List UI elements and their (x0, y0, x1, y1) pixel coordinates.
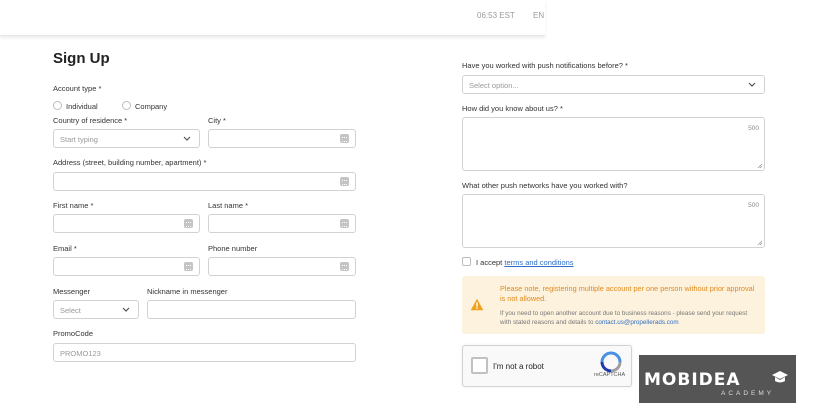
warning-notice (462, 276, 765, 334)
radio-individual-label: Individual (66, 102, 98, 111)
terms-checkbox[interactable] (462, 257, 471, 266)
terms-prefix: I accept (476, 258, 505, 267)
how-know-label: How did you know about us? * (462, 104, 563, 113)
keyboard-icon (184, 219, 193, 228)
country-label: Country of residence * (53, 116, 128, 125)
address-label: Address (street, building number, apartment) * (53, 158, 207, 167)
other-networks-label: What other push networks have you worked with? (462, 181, 628, 190)
keyboard-icon (340, 177, 349, 186)
first-name-input[interactable] (53, 214, 200, 233)
nickname-input[interactable] (147, 300, 356, 319)
page-title: Sign Up (53, 50, 110, 67)
phone-input[interactable] (208, 257, 356, 276)
address-input[interactable] (53, 172, 356, 191)
radio-company-label: Company (135, 102, 168, 111)
phone-label: Phone number (208, 244, 258, 253)
resize-grip-icon[interactable] (757, 163, 763, 169)
push-before-label: Have you worked with push notifications before? * (462, 61, 628, 70)
terms-link[interactable]: terms and conditions (504, 258, 574, 267)
char-counter: 500 (748, 125, 759, 132)
email-input[interactable] (53, 257, 200, 276)
notice-main-text: Please note, registering multiple account per one person without prior approval is not allowed. (500, 284, 755, 303)
char-counter: 500 (748, 202, 759, 209)
chevron-down-icon (747, 79, 757, 89)
promo-input[interactable] (53, 343, 356, 362)
clock-display: 06:53 EST (477, 11, 515, 20)
contact-email-link[interactable]: contact.us@propellerads.com (595, 318, 679, 326)
top-bar (0, 0, 545, 36)
messenger-select[interactable] (53, 300, 139, 319)
how-know-textarea[interactable] (462, 117, 765, 171)
radio-individual[interactable] (53, 101, 62, 110)
email-label: Email * (53, 244, 77, 253)
account-type-label: Account type * (53, 84, 102, 93)
chevron-down-icon (121, 304, 131, 314)
recaptcha-widget (462, 345, 632, 387)
notice-sub-body: If you need to open another account due to business reasons - please send your request with stated reasons and details to (500, 310, 748, 326)
watermark-sub: ACADEMY (721, 390, 775, 397)
graduation-cap-icon (771, 370, 789, 384)
city-label: City * (208, 116, 226, 125)
language-switcher[interactable]: EN (533, 11, 545, 20)
keyboard-icon (340, 219, 349, 228)
promo-label: PromoCode (53, 329, 94, 338)
messenger-selected: Select (60, 306, 81, 315)
resize-grip-icon[interactable] (757, 240, 763, 246)
city-input[interactable] (208, 129, 356, 148)
promo-placeholder: PROMO123 (60, 349, 101, 358)
keyboard-icon (340, 262, 349, 271)
recaptcha-logo-icon (600, 351, 622, 373)
recaptcha-brand: reCAPTCHA (594, 372, 626, 378)
push-before-select[interactable] (462, 75, 765, 94)
other-networks-textarea[interactable] (462, 194, 765, 248)
mobidea-watermark (639, 355, 796, 403)
keyboard-icon (184, 262, 193, 271)
terms-label (476, 258, 574, 267)
push-before-placeholder: Select option... (469, 81, 519, 90)
messenger-label: Messenger (53, 287, 91, 296)
first-name-label: First name * (53, 201, 94, 210)
last-name-input[interactable] (208, 214, 356, 233)
country-placeholder: Start typing (60, 135, 98, 144)
chevron-down-icon (182, 133, 192, 143)
warning-icon (470, 298, 484, 311)
last-name-label: Last name * (208, 201, 249, 210)
country-input[interactable] (53, 129, 200, 148)
recaptcha-checkbox[interactable] (471, 357, 488, 374)
notice-sub-text (500, 310, 760, 327)
recaptcha-label: I'm not a robot (493, 362, 544, 371)
nickname-label: Nickname in messenger (147, 287, 228, 296)
keyboard-icon (340, 134, 349, 143)
watermark-brand: MOBIDEA (644, 370, 741, 390)
radio-company[interactable] (122, 101, 131, 110)
